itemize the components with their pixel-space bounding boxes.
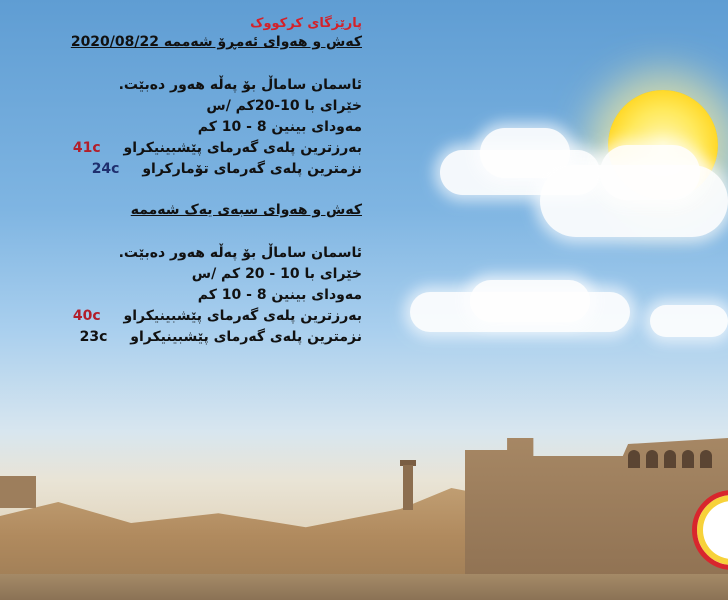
ruin-wall	[0, 476, 36, 508]
citadel-arches	[628, 450, 728, 470]
tomorrow-min-label: نزمترین پلەی گەرمای پێشبینیکراو	[130, 329, 362, 345]
minaret	[403, 465, 413, 510]
tomorrow-max-value: 40c	[72, 308, 101, 324]
today-max-value: 41c	[72, 140, 101, 156]
tomorrow-max-label: بەرزترین پلەی گەرمای پێشبینیکراو	[123, 308, 362, 324]
tomorrow-visibility-line: مەودای بینین 8 - 10 کم	[197, 287, 362, 303]
today-min-temp-row	[10, 159, 362, 180]
tomorrow-min-temp-row	[10, 327, 362, 348]
today-visibility-line: مەودای بینین 8 - 10 کم	[197, 119, 362, 135]
cloud-icon	[650, 305, 728, 337]
today-wind-line: خێرای با 10-20کم /س	[206, 98, 362, 114]
today-min-value: 24c	[91, 161, 120, 177]
tomorrow-min-value: 23c	[79, 329, 108, 345]
province-title: پارێزگای کرکووک	[250, 16, 362, 31]
cloud-icon	[600, 145, 700, 200]
tomorrow-wind-line: خێرای با 10 - 20 کم /س	[191, 266, 362, 282]
today-min-label: نزمترین پلەی گەرمای تۆمارکراو	[142, 161, 362, 177]
today-date-heading: کەش و هەوای ئەمڕۆ شەممە 2020/08/22	[70, 34, 362, 50]
tomorrow-sky-line: ئاسمان ساماڵ بۆ پەڵە هەور دەبێت.	[118, 245, 362, 261]
forecast-text	[10, 14, 362, 348]
tomorrow-max-temp-row	[10, 306, 362, 327]
tomorrow-heading: کەش و هەوای سبەی یەک شەممە	[130, 202, 362, 218]
today-sky-line: ئاسمان ساماڵ بۆ پەڵە هەور دەبێت.	[118, 77, 362, 93]
ground	[0, 574, 728, 600]
today-max-label: بەرزترین پلەی گەرمای پێشبینیکراو	[123, 140, 362, 156]
cloud-icon	[470, 280, 590, 322]
today-max-temp-row	[10, 138, 362, 159]
